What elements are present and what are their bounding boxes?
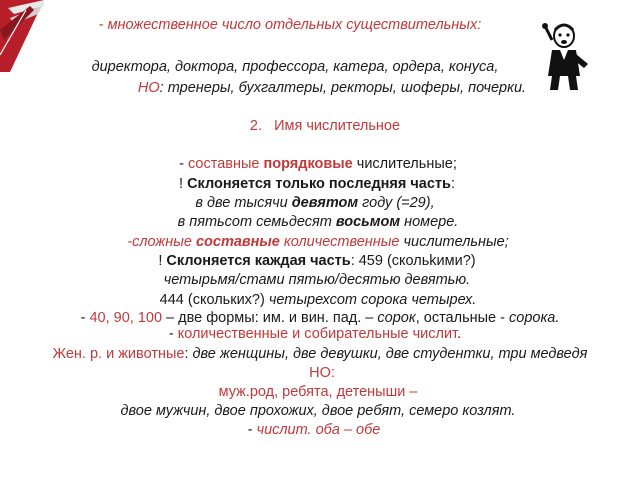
both-forms: - числит. оба – обе: [247, 422, 381, 438]
ordinal-heading: - составные порядковые числительные;: [179, 156, 457, 172]
compound-example-1: четырьмя/стами пятью/десятью девятью.: [163, 272, 471, 288]
collective-example: Жен. р. и животные: две женщины, две девушки, две студентки, три медведя: [52, 346, 588, 362]
special-forms: - 40, 90, 100 – две формы: им. и вин. пад. – сорок, остальные - сорока.: [80, 310, 560, 326]
exception-label: НО:: [309, 365, 335, 381]
ordinal-example-2: в пятьсот семьдесят восьмом номере.: [177, 214, 459, 230]
masculine-rule: муж.род, ребята, детеныши –: [218, 384, 418, 400]
plural-exceptions: НО: тренеры, бухгалтеры, ректоры, шоферы, почерки.: [137, 80, 527, 96]
plural-heading: - множественное число отдельных существительных:: [98, 17, 482, 33]
compound-example-2: 444 (скольких?) четырехсот сорока четырех.: [159, 292, 477, 308]
compound-rule: ! Склоняется каждая часть: 459 (скольkими?): [158, 253, 476, 269]
masculine-example: двое мужчин, двое прохожих, двое ребят, семеро козлят.: [120, 403, 516, 419]
compound-heading: -сложные составные количественные числительные;: [127, 234, 509, 250]
ordinal-example-1: в две тысячи девятом году (=29),: [195, 195, 435, 211]
ordinal-rule: ! Склоняется только последняя часть:: [179, 176, 455, 192]
collective-heading: - количественные и собирательные числит.: [168, 326, 462, 342]
plural-examples: директора, доктора, профессора, катера, ордера, конуса,: [91, 59, 499, 75]
section-title: 2. Имя числительное: [249, 118, 401, 134]
